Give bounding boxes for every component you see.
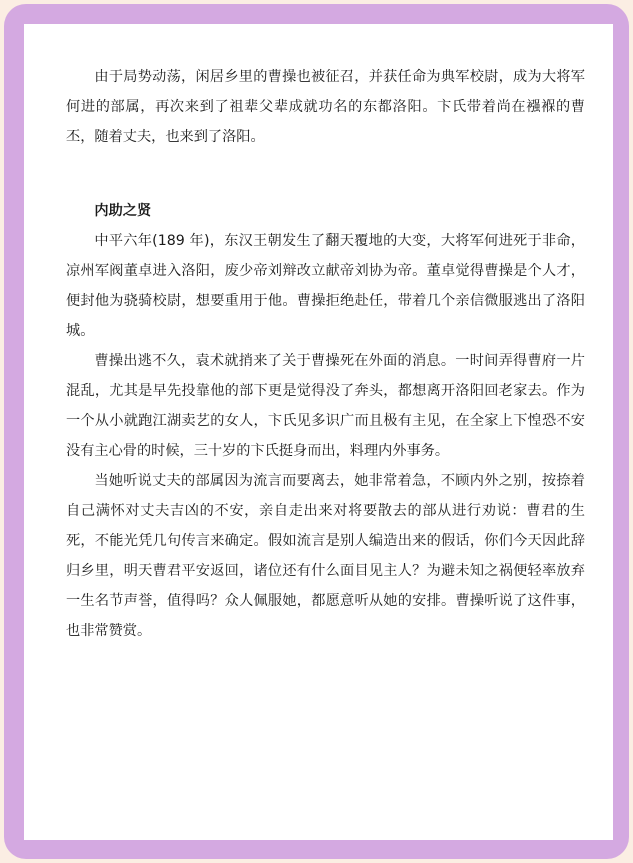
paragraph-1: 中平六年(189 年)，东汉王朝发生了翻天覆地的大变，大将军何进死于非命，凉州军阀董卓进入洛阳，废少帝刘辩改立献帝刘协为帝。董卓觉得曹操是个人才，便封他为骁骑校尉，想要重用于他。曹操拒绝赴任，带着几个亲信微服逃出了洛阳城。: [66, 233, 585, 339]
paragraph-3: 当她听说丈夫的部属因为流言而要离去，她非常着急，不顾内外之别，按捺着自己满怀对丈夫吉凶的不安，亲自走出来对将要散去的部从进行劝说：曹君的生死，不能光凭几句传言来确定。假如流言是别人编造出来的假话，你们今天因此辞归乡里，明天曹君平安返回，诸位还有什么面目见主人？为避未知之祸便轻率放弃一生名节声誉，值得吗？众人佩服她，都愿意听从她的安排。曹操听说了这件事，也非常赞赏。: [66, 473, 585, 639]
paragraph-intro: 由于局势动荡，闲居乡里的曹操也被征召，并获任命为典军校尉，成为大将军何进的部属，再次来到了祖辈父辈成就功名的东都洛阳。卞氏带着尚在襁褓的曹丕，随着丈夫，也来到了洛阳。: [66, 69, 585, 145]
section-heading: 内助之贤: [94, 203, 152, 219]
document-page: [24, 24, 613, 840]
page-frame: [4, 4, 629, 859]
paragraph-2: 曹操出逃不久，袁术就捎来了关于曹操死在外面的消息。一时间弄得曹府一片混乱，尤其是早先投靠他的部下更是觉得没了奔头，都想离开洛阳回老家去。作为一个从小就跑江湖卖艺的女人，卞氏见多识广而且极有主见，在全家上下惶恐不安没有主心骨的时候，三十岁的卞氏挺身而出，料理内外事务。: [66, 353, 585, 459]
article-body: [66, 62, 585, 646]
